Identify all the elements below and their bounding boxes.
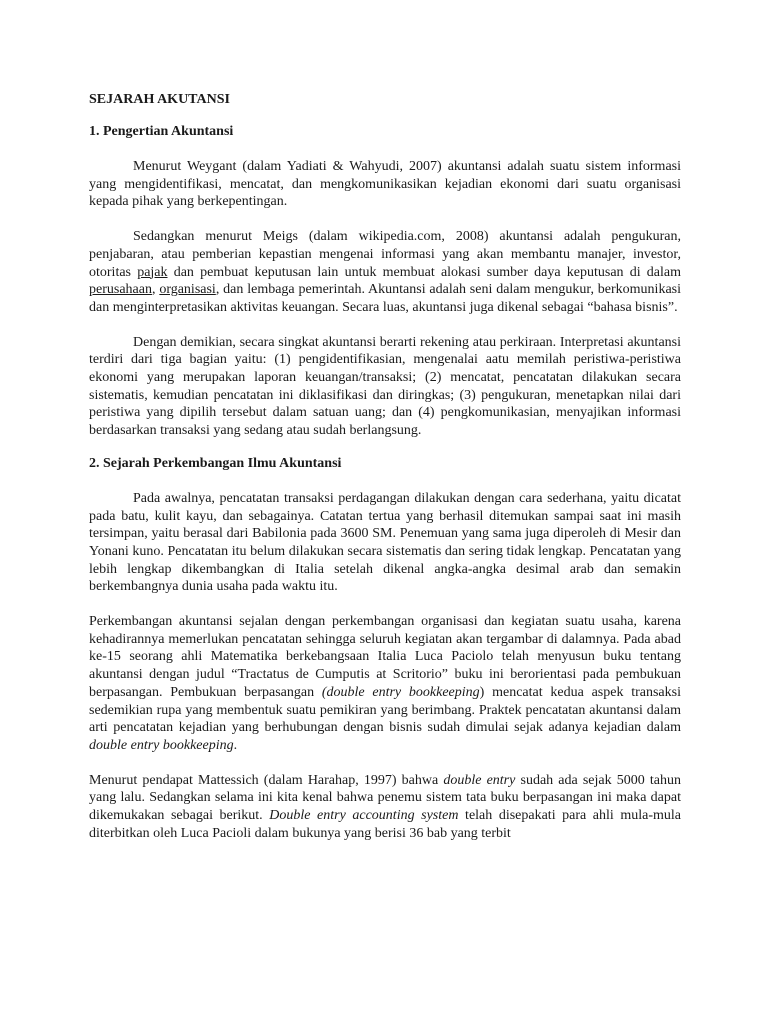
s1-p2-text-c: , — [151, 282, 160, 298]
link-pajak[interactable]: pajak — [137, 264, 168, 280]
s2-paragraph-1: Pada awalnya, pencatatan transaksi perdagangan dilakukan dengan cara sederhana, yaitu dicatat pada batu, kulit kayu, dan sebagainya. Catatan tertua yang berhasil ditemukan sampai saat ini masih tersimpan, yaitu berasal dari Babilonia pada 3600 SM. Penemuan yang sama juga diperoleh di Mesir dan Yonani kuno. Pencatatan itu belum dilakukan secara sistematis dan sering tidak lengkap. Pencatatan yang lebih lengkap dikembangkan di Italia setelah dikenal angka-angka desimal arab dan semakin berkembangnya dunia usaha pada waktu itu. — [89, 490, 681, 595]
s2-p2-text-a: Perkembangan akuntansi sejalan dengan perkembangan organisasi dan kegiatan suatu usaha, karena kehadirannya memerlukan pencatatan sehingga seluruh kegiatan akan tergambar di dalamnya. Pada abad ke-15 seorang ahli Matematika berkebangsaan Italia Luca Paciolo telah menyusun buku tentang akuntansi dengan judul “Tractatus de Cumputis at Scritorio” buku ini berorientasi pada pembukuan berpasangan. Pembukuan berpasangan — [89, 614, 681, 700]
s1-paragraph-1: Menurut Weygant (dalam Yadiati & Wahyudi, 2007) akuntansi adalah suatu sistem informasi yang mengidentifikasi, mencatat, dan mengkomunikasikan kejadian ekonomi dari suatu organisasi kepada pihak yang berkepentingan. — [89, 159, 681, 210]
s1-p2-text-d: , dan lembaga pemerintah. Akuntansi adalah seni dalam mengukur, berkomunikasi dan menginterpretasikan aktivitas keuangan. Secara luas, akuntansi juga dikenal sebagai “bahasa bisnis”. — [89, 282, 681, 315]
s2-p3-text-b: sudah ada sejak 5000 tahun yang lalu. Sedangkan selama ini kita kenal bahwa penemu sistem tata buku berpasangan ini maka dapat dikemukakan sebagai berikut. — [89, 772, 681, 824]
section-1-heading: 1. Pengertian Akuntansi — [89, 124, 234, 139]
s1-p2-text-a: Sedangkan menurut Meigs (dalam wikipedia.com, 2008) akuntansi adalah pengukuran, penjabaran, atau pemberian kepastian mengenai informasi yang akan membantu manajer, investor, otoritas — [89, 229, 681, 280]
s2-paragraph-3 — [89, 772, 681, 843]
s2-p3-text-a: Menurut pendapat Mattessich (dalam Harahap, 1997) bahwa — [89, 772, 444, 788]
document-title: SEJARAH AKUTANSI — [89, 92, 230, 107]
section-2-heading: 2. Sejarah Perkembangan Ilmu Akuntansi — [89, 455, 342, 471]
s1-p2-text-b: dan pembuat keputusan lain untuk membuat alokasi sumber daya keputusan di dalam — [167, 264, 682, 280]
s2-p2-emphasis-2: double entry bookkeeping — [89, 737, 234, 753]
s2-p2-text-b: ) mencatat kedua aspek transaksi sedemikian rupa yang membentuk suatu pemikiran yang berimbang. Praktek pencatatan akuntansi dalam arti pencatatan kejadian yang berhubungan dengan bisnis sudah dimulai sejak adanya kejadian dalam — [89, 684, 681, 736]
s2-p3-emphasis-2: Double entry accounting system — [269, 808, 459, 824]
link-perusahaan[interactable]: perusahaan — [89, 282, 152, 298]
s2-p3-text-c: telah disepakati para ahli mula-mula diterbitkan oleh Luca Pacioli dalam bukunya yang berisi 36 bab yang terbit — [89, 808, 682, 841]
s1-paragraph-3: Dengan demikian, secara singkat akuntansi berarti rekening atau perkiraan. Interpretasi akuntansi terdiri dari tiga bagian yaitu: (1) pengidentifikasian, mengenalai aatu memilah peristiwa-peristiwa ekonomi yang merupakan laporan keuangan/transaksi; (2) mencatat, pencatatan dilakukan secara sistematis, kemudian pencatatan ini diklasifikasi dan diringkas; (3) pengukuran, menetapkan nilai dari peristiwa yang dipilih tersebut dalam satuan uang; dan (4) pengkomunikasian, menyajikan informasi berdasarkan transaksi yang sedang atau sudah berlangsung. — [89, 334, 681, 439]
s2-p2-text-c: . — [233, 737, 238, 753]
s1-paragraph-2 — [89, 228, 681, 317]
s2-p2-emphasis-1: (double entry bookkeeping — [321, 684, 480, 700]
s2-paragraph-2 — [89, 613, 681, 755]
s2-p3-emphasis-1: double entry — [443, 772, 516, 788]
link-organisasi[interactable]: organisasi — [159, 282, 216, 298]
